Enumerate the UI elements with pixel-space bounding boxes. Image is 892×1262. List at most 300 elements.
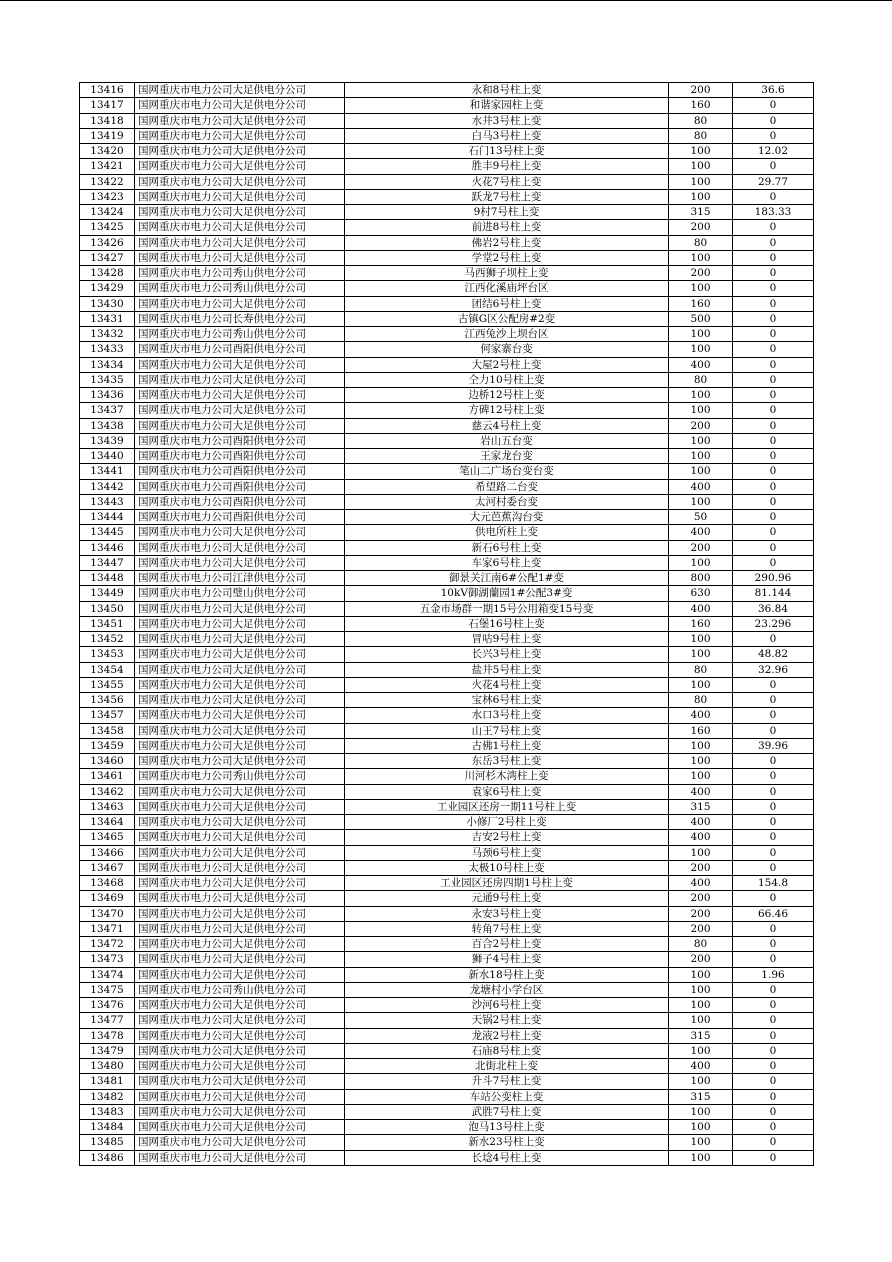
capacity-cell: 100 (669, 738, 733, 753)
transformer-name-cell: 跃龙7号柱上变 (345, 189, 669, 204)
transformer-name-cell: 马颈6号柱上变 (345, 845, 669, 860)
row-id-cell: 13461 (80, 769, 135, 784)
value-cell: 0 (733, 937, 814, 952)
value-cell: 0 (733, 1013, 814, 1028)
value-cell: 0 (733, 296, 814, 311)
row-id-cell: 13444 (80, 510, 135, 525)
company-cell: 国网重庆市电力公司大足供电分公司 (135, 601, 345, 616)
transformer-name-cell: 新水23号柱上变 (345, 1135, 669, 1150)
row-id-cell: 13463 (80, 799, 135, 814)
table-row (80, 1059, 814, 1074)
capacity-cell: 100 (669, 144, 733, 159)
value-cell: 0 (733, 388, 814, 403)
transformer-name-cell: 天锅2号柱上变 (345, 1013, 669, 1028)
transformer-name-cell: 新水18号柱上变 (345, 967, 669, 982)
table-row (80, 205, 814, 220)
row-id-cell: 13469 (80, 891, 135, 906)
company-cell: 国网重庆市电力公司大足供电分公司 (135, 220, 345, 235)
table-row (80, 647, 814, 662)
table-row (80, 128, 814, 143)
company-cell: 国网重庆市电力公司酉阳供电分公司 (135, 433, 345, 448)
capacity-cell: 200 (669, 266, 733, 281)
row-id-cell: 13478 (80, 1028, 135, 1043)
value-cell: 0 (733, 1120, 814, 1135)
table-row (80, 555, 814, 570)
value-cell: 0 (733, 113, 814, 128)
value-cell: 0 (733, 281, 814, 296)
transformer-name-cell: 车站公变柱上变 (345, 1089, 669, 1104)
capacity-cell: 400 (669, 830, 733, 845)
transformer-name-cell: 水井3号柱上变 (345, 113, 669, 128)
company-cell: 国网重庆市电力公司大足供电分公司 (135, 876, 345, 891)
company-cell: 国网重庆市电力公司大足供电分公司 (135, 845, 345, 860)
value-cell: 0 (733, 189, 814, 204)
capacity-cell: 100 (669, 967, 733, 982)
row-id-cell: 13441 (80, 464, 135, 479)
capacity-cell: 100 (669, 1150, 733, 1165)
table-row (80, 830, 814, 845)
capacity-cell: 100 (669, 342, 733, 357)
row-id-cell: 13476 (80, 998, 135, 1013)
transformer-name-cell: 希望路二台变 (345, 479, 669, 494)
value-cell: 0 (733, 357, 814, 372)
table-row (80, 754, 814, 769)
row-id-cell: 13422 (80, 174, 135, 189)
capacity-cell: 100 (669, 403, 733, 418)
capacity-cell: 100 (669, 1013, 733, 1028)
value-cell: 0 (733, 266, 814, 281)
transformer-name-cell: 火花7号柱上变 (345, 174, 669, 189)
value-cell: 12.02 (733, 144, 814, 159)
company-cell: 国网重庆市电力公司大足供电分公司 (135, 952, 345, 967)
table-row (80, 540, 814, 555)
table-row (80, 891, 814, 906)
table-row (80, 174, 814, 189)
capacity-cell: 80 (669, 662, 733, 677)
company-cell: 国网重庆市电力公司大足供电分公司 (135, 174, 345, 189)
capacity-cell: 100 (669, 327, 733, 342)
capacity-cell: 400 (669, 784, 733, 799)
row-id-cell: 13486 (80, 1150, 135, 1165)
capacity-cell: 400 (669, 357, 733, 372)
row-id-cell: 13416 (80, 83, 135, 98)
table-row (80, 1135, 814, 1150)
table-row (80, 479, 814, 494)
transformer-name-cell: 吉安2号柱上变 (345, 830, 669, 845)
transformer-name-cell: 水口3号柱上变 (345, 708, 669, 723)
value-cell: 0 (733, 723, 814, 738)
row-id-cell: 13426 (80, 235, 135, 250)
table-row (80, 372, 814, 387)
company-cell: 国网重庆市电力公司大足供电分公司 (135, 784, 345, 799)
capacity-cell: 200 (669, 891, 733, 906)
table-row (80, 799, 814, 814)
value-cell: 0 (733, 327, 814, 342)
company-cell: 国网重庆市电力公司大足供电分公司 (135, 296, 345, 311)
row-id-cell: 13477 (80, 1013, 135, 1028)
value-cell: 0 (733, 98, 814, 113)
value-cell: 29.77 (733, 174, 814, 189)
company-cell: 国网重庆市电力公司璧山供电分公司 (135, 586, 345, 601)
page-top-border (0, 0, 892, 1)
value-cell: 154.8 (733, 876, 814, 891)
value-cell: 39.96 (733, 738, 814, 753)
row-id-cell: 13419 (80, 128, 135, 143)
row-id-cell: 13458 (80, 723, 135, 738)
value-cell: 0 (733, 510, 814, 525)
row-id-cell: 13447 (80, 555, 135, 570)
table-row (80, 586, 814, 601)
row-id-cell: 13421 (80, 159, 135, 174)
table-row (80, 1120, 814, 1135)
company-cell: 国网重庆市电力公司大足供电分公司 (135, 647, 345, 662)
capacity-cell: 100 (669, 159, 733, 174)
transformer-name-cell: 方碑12号柱上变 (345, 403, 669, 418)
table-body (80, 83, 814, 1166)
company-cell: 国网重庆市电力公司大足供电分公司 (135, 144, 345, 159)
table-row (80, 616, 814, 631)
capacity-cell: 100 (669, 845, 733, 860)
table-row (80, 1104, 814, 1119)
row-id-cell: 13428 (80, 266, 135, 281)
value-cell: 81.144 (733, 586, 814, 601)
value-cell: 0 (733, 220, 814, 235)
row-id-cell: 13429 (80, 281, 135, 296)
value-cell: 0 (733, 784, 814, 799)
transformer-name-cell: 山王7号柱上变 (345, 723, 669, 738)
transformer-name-cell: 工业园区还房一期11号柱上变 (345, 799, 669, 814)
capacity-cell: 80 (669, 113, 733, 128)
value-cell: 0 (733, 418, 814, 433)
value-cell: 0 (733, 1043, 814, 1058)
row-id-cell: 13462 (80, 784, 135, 799)
transformer-name-cell: 御景关江南6#公配1#变 (345, 571, 669, 586)
table-row (80, 906, 814, 921)
transformer-name-cell: 小修厂2号柱上变 (345, 815, 669, 830)
table-row (80, 235, 814, 250)
value-cell: 32.96 (733, 662, 814, 677)
table-row (80, 403, 814, 418)
company-cell: 国网重庆市电力公司大足供电分公司 (135, 235, 345, 250)
row-id-cell: 13465 (80, 830, 135, 845)
company-cell: 国网重庆市电力公司大足供电分公司 (135, 677, 345, 692)
row-id-cell: 13438 (80, 418, 135, 433)
capacity-cell: 160 (669, 616, 733, 631)
table-row (80, 1043, 814, 1058)
row-id-cell: 13432 (80, 327, 135, 342)
row-id-cell: 13425 (80, 220, 135, 235)
value-cell: 0 (733, 860, 814, 875)
company-cell: 国网重庆市电力公司大足供电分公司 (135, 555, 345, 570)
transformer-name-cell: 元通9号柱上变 (345, 891, 669, 906)
row-id-cell: 13420 (80, 144, 135, 159)
table-row (80, 601, 814, 616)
transformer-name-cell: 学堂2号柱上变 (345, 250, 669, 265)
transformer-name-cell: 佛岩2号柱上变 (345, 235, 669, 250)
capacity-cell: 200 (669, 83, 733, 98)
row-id-cell: 13448 (80, 571, 135, 586)
value-cell: 0 (733, 464, 814, 479)
company-cell: 国网重庆市电力公司秀山供电分公司 (135, 982, 345, 997)
row-id-cell: 13431 (80, 311, 135, 326)
transformer-name-cell: 龙液2号柱上变 (345, 1028, 669, 1043)
value-cell: 290.96 (733, 571, 814, 586)
table-row (80, 83, 814, 98)
transformer-name-cell: 9村7号柱上变 (345, 205, 669, 220)
table-row (80, 937, 814, 952)
capacity-cell: 315 (669, 1028, 733, 1043)
capacity-cell: 100 (669, 189, 733, 204)
table-row (80, 845, 814, 860)
row-id-cell: 13455 (80, 677, 135, 692)
company-cell: 国网重庆市电力公司大足供电分公司 (135, 1089, 345, 1104)
transformer-name-cell: 马西狮子坝柱上变 (345, 266, 669, 281)
row-id-cell: 13446 (80, 540, 135, 555)
transformer-name-cell: 沙河6号柱上变 (345, 998, 669, 1013)
capacity-cell: 100 (669, 388, 733, 403)
table-row (80, 693, 814, 708)
value-cell: 0 (733, 830, 814, 845)
transformer-name-cell: 长埝4号柱上变 (345, 1150, 669, 1165)
company-cell: 国网重庆市电力公司大足供电分公司 (135, 967, 345, 982)
capacity-cell: 800 (669, 571, 733, 586)
capacity-cell: 200 (669, 952, 733, 967)
company-cell: 国网重庆市电力公司大足供电分公司 (135, 418, 345, 433)
capacity-cell: 100 (669, 449, 733, 464)
transformer-name-cell: 袁家6号柱上变 (345, 784, 669, 799)
transformer-name-cell: 泡马13号柱上变 (345, 1120, 669, 1135)
row-id-cell: 13442 (80, 479, 135, 494)
company-cell: 国网重庆市电力公司大足供电分公司 (135, 937, 345, 952)
row-id-cell: 13464 (80, 815, 135, 830)
value-cell: 1.96 (733, 967, 814, 982)
transformer-table (79, 82, 814, 1166)
row-id-cell: 13443 (80, 494, 135, 509)
company-cell: 国网重庆市电力公司大足供电分公司 (135, 113, 345, 128)
value-cell: 0 (733, 555, 814, 570)
capacity-cell: 400 (669, 876, 733, 891)
value-cell: 0 (733, 403, 814, 418)
value-cell: 0 (733, 525, 814, 540)
value-cell: 0 (733, 982, 814, 997)
capacity-cell: 100 (669, 769, 733, 784)
row-id-cell: 13450 (80, 601, 135, 616)
transformer-name-cell: 太河村委台变 (345, 494, 669, 509)
transformer-name-cell: 宝林6号柱上变 (345, 693, 669, 708)
company-cell: 国网重庆市电力公司酉阳供电分公司 (135, 449, 345, 464)
value-cell: 0 (733, 479, 814, 494)
table-row (80, 250, 814, 265)
row-id-cell: 13435 (80, 372, 135, 387)
company-cell: 国网重庆市电力公司大足供电分公司 (135, 525, 345, 540)
row-id-cell: 13466 (80, 845, 135, 860)
capacity-cell: 100 (669, 281, 733, 296)
capacity-cell: 100 (669, 433, 733, 448)
transformer-name-cell: 古佛1号柱上变 (345, 738, 669, 753)
row-id-cell: 13467 (80, 860, 135, 875)
table-row (80, 723, 814, 738)
row-id-cell: 13439 (80, 433, 135, 448)
company-cell: 国网重庆市电力公司大足供电分公司 (135, 128, 345, 143)
capacity-cell: 80 (669, 372, 733, 387)
company-cell: 国网重庆市电力公司大足供电分公司 (135, 1104, 345, 1119)
company-cell: 国网重庆市电力公司大足供电分公司 (135, 998, 345, 1013)
company-cell: 国网重庆市电力公司大足供电分公司 (135, 906, 345, 921)
value-cell: 0 (733, 1074, 814, 1089)
table-row (80, 311, 814, 326)
table-row (80, 1028, 814, 1043)
company-cell: 国网重庆市电力公司大足供电分公司 (135, 632, 345, 647)
value-cell: 0 (733, 159, 814, 174)
row-id-cell: 13452 (80, 632, 135, 647)
table-row (80, 144, 814, 159)
value-cell: 0 (733, 1028, 814, 1043)
capacity-cell: 80 (669, 693, 733, 708)
table-row (80, 677, 814, 692)
table-row (80, 342, 814, 357)
transformer-name-cell: 新石6号柱上变 (345, 540, 669, 555)
company-cell: 国网重庆市电力公司大足供电分公司 (135, 250, 345, 265)
table-row (80, 189, 814, 204)
transformer-name-cell: 升斗7号柱上变 (345, 1074, 669, 1089)
row-id-cell: 13434 (80, 357, 135, 372)
capacity-cell: 100 (669, 494, 733, 509)
transformer-name-cell: 前进8号柱上变 (345, 220, 669, 235)
company-cell: 国网重庆市电力公司酉阳供电分公司 (135, 464, 345, 479)
table-row (80, 784, 814, 799)
table-row (80, 860, 814, 875)
transformer-name-cell: 王家龙台变 (345, 449, 669, 464)
capacity-cell: 100 (669, 1043, 733, 1058)
capacity-cell: 100 (669, 1104, 733, 1119)
row-id-cell: 13453 (80, 647, 135, 662)
value-cell: 0 (733, 952, 814, 967)
company-cell: 国网重庆市电力公司大足供电分公司 (135, 1013, 345, 1028)
value-cell: 0 (733, 815, 814, 830)
value-cell: 0 (733, 1150, 814, 1165)
capacity-cell: 200 (669, 921, 733, 936)
row-id-cell: 13423 (80, 189, 135, 204)
company-cell: 国网重庆市电力公司大足供电分公司 (135, 723, 345, 738)
table-row (80, 876, 814, 891)
transformer-name-cell: 石庙8号柱上变 (345, 1043, 669, 1058)
capacity-cell: 100 (669, 555, 733, 570)
capacity-cell: 100 (669, 677, 733, 692)
value-cell: 0 (733, 677, 814, 692)
value-cell: 0 (733, 693, 814, 708)
capacity-cell: 200 (669, 860, 733, 875)
capacity-cell: 100 (669, 1074, 733, 1089)
capacity-cell: 100 (669, 632, 733, 647)
value-cell: 0 (733, 769, 814, 784)
transformer-name-cell: 川河杉木湾柱上变 (345, 769, 669, 784)
value-cell: 23.296 (733, 616, 814, 631)
table-row (80, 815, 814, 830)
table-row (80, 510, 814, 525)
value-cell: 48.82 (733, 647, 814, 662)
transformer-name-cell: 岩山五台变 (345, 433, 669, 448)
value-cell: 0 (733, 1135, 814, 1150)
row-id-cell: 13483 (80, 1104, 135, 1119)
company-cell: 国网重庆市电力公司大足供电分公司 (135, 540, 345, 555)
transformer-name-cell: 百合2号柱上变 (345, 937, 669, 952)
company-cell: 国网重庆市电力公司大足供电分公司 (135, 860, 345, 875)
value-cell: 0 (733, 1104, 814, 1119)
capacity-cell: 100 (669, 647, 733, 662)
company-cell: 国网重庆市电力公司长寿供电分公司 (135, 311, 345, 326)
row-id-cell: 13479 (80, 1043, 135, 1058)
transformer-name-cell: 笔山二广场台变台变 (345, 464, 669, 479)
row-id-cell: 13454 (80, 662, 135, 677)
capacity-cell: 400 (669, 708, 733, 723)
row-id-cell: 13460 (80, 754, 135, 769)
capacity-cell: 200 (669, 540, 733, 555)
transformer-name-cell: 和谐家园柱上变 (345, 98, 669, 113)
transformer-name-cell: 火花4号柱上变 (345, 677, 669, 692)
row-id-cell: 13430 (80, 296, 135, 311)
table-row (80, 998, 814, 1013)
table-row (80, 418, 814, 433)
company-cell: 国网重庆市电力公司大足供电分公司 (135, 799, 345, 814)
transformer-name-cell: 永安3号柱上变 (345, 906, 669, 921)
row-id-cell: 13424 (80, 205, 135, 220)
value-cell: 0 (733, 799, 814, 814)
table-row (80, 357, 814, 372)
table-row (80, 1150, 814, 1165)
row-id-cell: 13482 (80, 1089, 135, 1104)
row-id-cell: 13445 (80, 525, 135, 540)
company-cell: 国网重庆市电力公司大足供电分公司 (135, 1028, 345, 1043)
capacity-cell: 315 (669, 1089, 733, 1104)
row-id-cell: 13485 (80, 1135, 135, 1150)
company-cell: 国网重庆市电力公司秀山供电分公司 (135, 266, 345, 281)
company-cell: 国网重庆市电力公司大足供电分公司 (135, 1135, 345, 1150)
value-cell: 0 (733, 128, 814, 143)
transformer-name-cell: 工业园区还房四期1号柱上变 (345, 876, 669, 891)
row-id-cell: 13433 (80, 342, 135, 357)
company-cell: 国网重庆市电力公司大足供电分公司 (135, 616, 345, 631)
capacity-cell: 100 (669, 174, 733, 189)
transformer-name-cell: 龙塘村小学台区 (345, 982, 669, 997)
value-cell: 0 (733, 250, 814, 265)
value-cell: 36.6 (733, 83, 814, 98)
value-cell: 0 (733, 372, 814, 387)
capacity-cell: 400 (669, 815, 733, 830)
transformer-name-cell: 车家6号柱上变 (345, 555, 669, 570)
capacity-cell: 100 (669, 250, 733, 265)
capacity-cell: 100 (669, 464, 733, 479)
row-id-cell: 13471 (80, 921, 135, 936)
value-cell: 0 (733, 449, 814, 464)
table-row (80, 494, 814, 509)
table-row (80, 266, 814, 281)
company-cell: 国网重庆市电力公司大足供电分公司 (135, 754, 345, 769)
table-row (80, 113, 814, 128)
row-id-cell: 13451 (80, 616, 135, 631)
company-cell: 国网重庆市电力公司大足供电分公司 (135, 1120, 345, 1135)
company-cell: 国网重庆市电力公司大足供电分公司 (135, 83, 345, 98)
value-cell: 0 (733, 891, 814, 906)
company-cell: 国网重庆市电力公司大足供电分公司 (135, 815, 345, 830)
company-cell: 国网重庆市电力公司大足供电分公司 (135, 189, 345, 204)
table-row (80, 281, 814, 296)
company-cell: 国网重庆市电力公司大足供电分公司 (135, 662, 345, 677)
row-id-cell: 13418 (80, 113, 135, 128)
value-cell: 0 (733, 540, 814, 555)
company-cell: 国网重庆市电力公司大足供电分公司 (135, 921, 345, 936)
company-cell: 国网重庆市电力公司秀山供电分公司 (135, 327, 345, 342)
value-cell: 36.84 (733, 601, 814, 616)
